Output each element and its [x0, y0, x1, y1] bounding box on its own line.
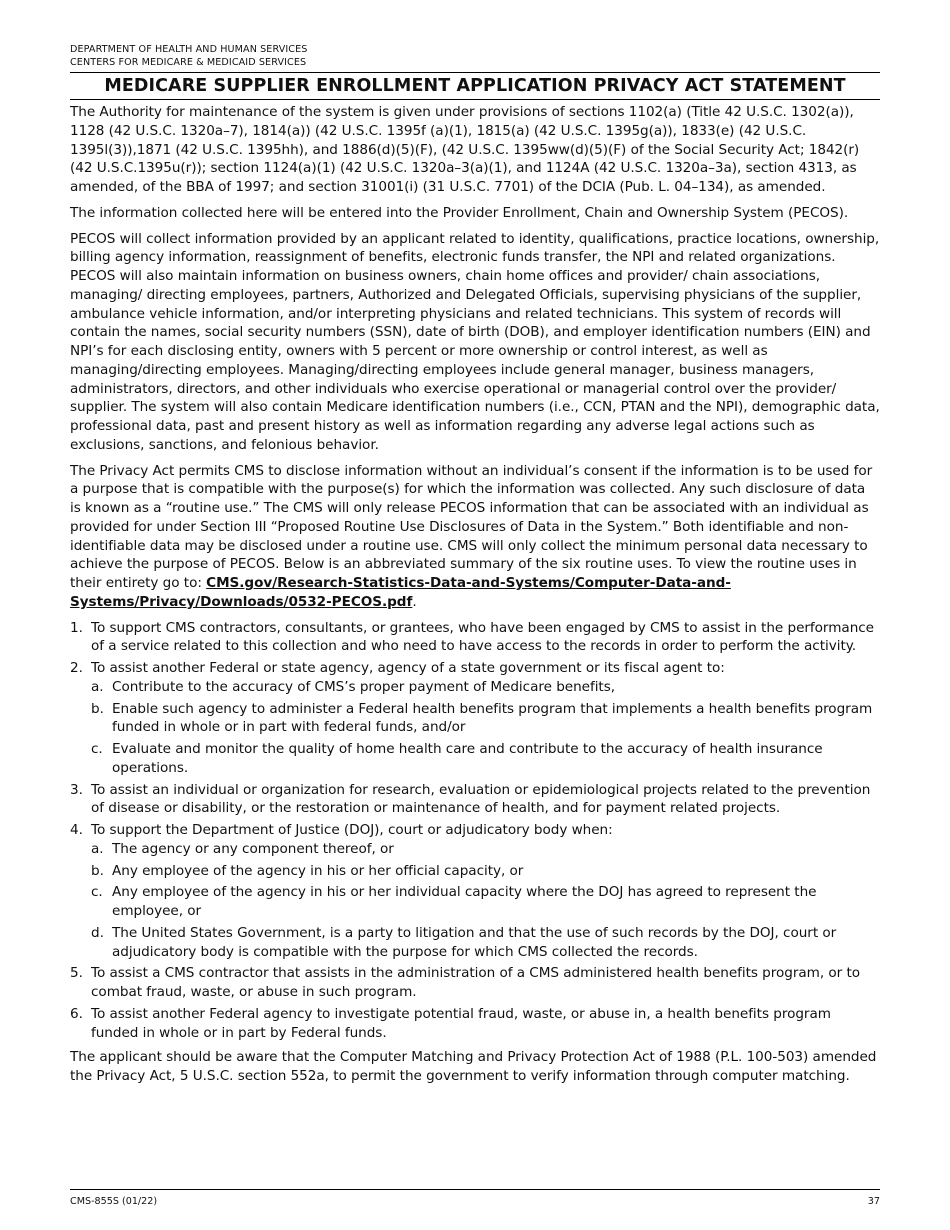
sub-item-letter: a.	[91, 678, 104, 695]
sub-item-text: The United States Government, is a party to litigation and that the use of such records by the DOJ, court or adjudicatory body is compatible with the purpose for which CMS collected the records.	[112, 924, 837, 960]
sub-list-item	[91, 840, 880, 859]
list-item-text: To support CMS contractors, consultants, or grantees, who have been engaged by CMS to assist in the performance of a service related to this collection and who need to have access to the records in order to perform the activity.	[91, 619, 874, 655]
sub-item-text: Enable such agency to administer a Federal health benefits program that implements a health benefits program funded in whole or in part with federal funds, and/or	[112, 700, 873, 736]
list-item-number: 1.	[70, 619, 83, 636]
agency-header	[70, 44, 880, 69]
sub-item-letter: c.	[91, 741, 103, 757]
pecos-collect-paragraph: PECOS will collect information provided by an applicant related to identity, qualifications, practice locations, ownership, billing agency information, reassignment of benefits, electronic funds transfer, the NPI and related organizations. PECOS will also maintain information on business owners, chain home offices and provider/ chain associations, managing/ directing employees, partners, Authorized and Delegated Officials, supervising physicians of the supplier, ambulance vehicle information, and/or interpreting physicians and related technicians. This system of records will contain the names, social security numbers (SSN), date of birth (DOB), and employer identification numbers (EIN) and NPI’s for each disclosing entity, owners with 5 percent or more ownership or control interest, as well as managing/directing employees. Managing/directing employees include general manager, business managers, administrators, directors, and other individuals who exercise operational or managerial control over the provider/ supplier. The system will also contain Medicare identification numbers (i.e., CCN, PTAN and the NPI), demographic data, professional data, past and present history as well as information regarding any adverse legal actions such as exclusions, sanctions, and felonious behavior.	[70, 230, 880, 453]
list-item	[70, 659, 880, 778]
sub-list-item	[91, 862, 880, 881]
list-item-text: To assist another Federal agency to investigate potential fraud, waste, or abuse in, a health benefits program funded in whole or in part by Federal funds.	[91, 1005, 831, 1041]
list-item-number: 4.	[70, 822, 83, 838]
sub-list-item	[91, 924, 880, 962]
page-title: MEDICARE SUPPLIER ENROLLMENT APPLICATION PRIVACY ACT STATEMENT	[104, 76, 846, 96]
sub-list-item	[91, 740, 880, 778]
list-item-number: 6.	[70, 1005, 83, 1022]
list-item	[70, 821, 880, 961]
sub-list	[91, 840, 880, 962]
agency-line-2: CENTERS FOR MEDICARE & MEDICAID SERVICES	[70, 56, 307, 68]
sub-list	[91, 678, 880, 778]
sub-list-item	[91, 700, 880, 738]
sub-item-letter: a.	[91, 840, 104, 857]
list-item-text: To support the Department of Justice (DOJ), court or adjudicatory body when:	[91, 822, 613, 838]
authority-paragraph: The Authority for maintenance of the system is given under provisions of sections 1102(a) (Title 42 U.S.C. 1302(a)), 1128 (42 U.S.C. 1320a–7), 1814(a)) (42 U.S.C. 1395f (a)(1), 1815(a) (42 U.S.C. 1395g(a)), 1833(e) (42 U.S.C. 1395l(3)),1871 (42 U.S.C. 1395hh), and 1886(d)(5)(F), (42 U.S.C. 1395ww(d)(5)(F) of the Social Security Act; 1842(r) (42 U.S.C.1395u(r)); section 1124(a)(1) (42 U.S.C. 1320a–3(a)(1), and 1124A (42 U.S.C. 1320a–3a), section 4313, as amended, of the BBA of 1997; and section 31001(i) (31 U.S.C. 7701) of the DCIA (Pub. L. 04–134), as amended.	[70, 104, 860, 195]
list-item	[70, 781, 880, 819]
closing-paragraph: The applicant should be aware that the Computer Matching and Privacy Protection Act of 1988 (P.L. 100-503) amended the Privacy Act, 5 U.S.C. section 552a, to permit the government to verify information through computer matching.	[70, 1049, 877, 1084]
sub-item-text: Contribute to the accuracy of CMS’s proper payment of Medicare benefits,	[112, 678, 616, 695]
agency-line-1: DEPARTMENT OF HEALTH AND HUMAN SERVICES	[70, 44, 308, 55]
list-item	[70, 964, 880, 1002]
form-id: CMS-855S (01/22)	[70, 1196, 158, 1207]
privacy-act-period: .	[412, 593, 417, 610]
list-item-text: To assist an individual or organization for research, evaluation or epidemiological projects related to the prevention of disease or disability, or the restoration or maintenance of health, and for payment related projects.	[91, 781, 871, 817]
sub-item-letter: b.	[91, 862, 104, 879]
sub-item-letter: d.	[91, 924, 104, 941]
privacy-act-text: The Privacy Act permits CMS to disclose information without an individual’s consent if the information is to be used for a purpose that is compatible with the purpose(s) for which the information was collected. Any such disclosure of data is known as a “routine use.” The CMS will only release PECOS information that can be associated with an individual as provided for under Section III “Proposed Routine Use Disclosures of Data in the System.” Both identifiable and non-identifiable data may be disclosed under a routine use. CMS will only collect the minimum personal data necessary to achieve the purpose of PECOS. Below is an abbreviated summary of the six routine uses. To view the routine uses in their entirety go to:	[70, 462, 873, 591]
title-rule-bottom	[70, 99, 880, 100]
privacy-act-paragraph	[70, 462, 880, 612]
footer-rule	[70, 1189, 880, 1190]
sub-item-letter: b.	[91, 700, 104, 717]
sub-list-item	[91, 883, 880, 921]
sub-item-text: The agency or any component thereof, or	[112, 840, 394, 857]
routine-uses-link[interactable]: CMS.gov/Research-Statistics-Data-and-Systems/Computer-Data-and-Systems/Privacy/Downloads/0532-PECOS.pdf	[70, 575, 731, 610]
document-page	[70, 0, 880, 1093]
list-item-number: 2.	[70, 660, 83, 676]
statement-body	[70, 103, 880, 1086]
list-item	[70, 619, 880, 657]
sub-item-text: Evaluate and monitor the quality of home health care and contribute to the accuracy of health insurance operations.	[112, 741, 823, 776]
list-item-number: 5.	[70, 965, 83, 982]
routine-uses-list	[70, 619, 880, 1043]
sub-item-letter: c.	[91, 884, 103, 901]
list-item-text: To assist a CMS contractor that assists in the administration of a CMS administered health benefits program, or to combat fraud, waste, or abuse in such program.	[91, 965, 861, 1000]
page-number: 37	[867, 1196, 880, 1207]
list-item	[70, 1005, 880, 1043]
list-item-number: 3.	[70, 781, 83, 798]
sub-item-text: Any employee of the agency in his or her individual capacity where the DOJ has agreed to represent the employee, or	[112, 884, 817, 919]
page-footer	[70, 1196, 880, 1207]
list-item-text: To assist another Federal or state agency, agency of a state government or its fiscal agent to:	[91, 660, 725, 676]
pecos-entry-paragraph: The information collected here will be entered into the Provider Enrollment, Chain and Ownership System (PECOS).	[70, 204, 849, 221]
sub-list-item	[91, 678, 880, 697]
sub-item-text: Any employee of the agency in his or her official capacity, or	[112, 862, 524, 879]
